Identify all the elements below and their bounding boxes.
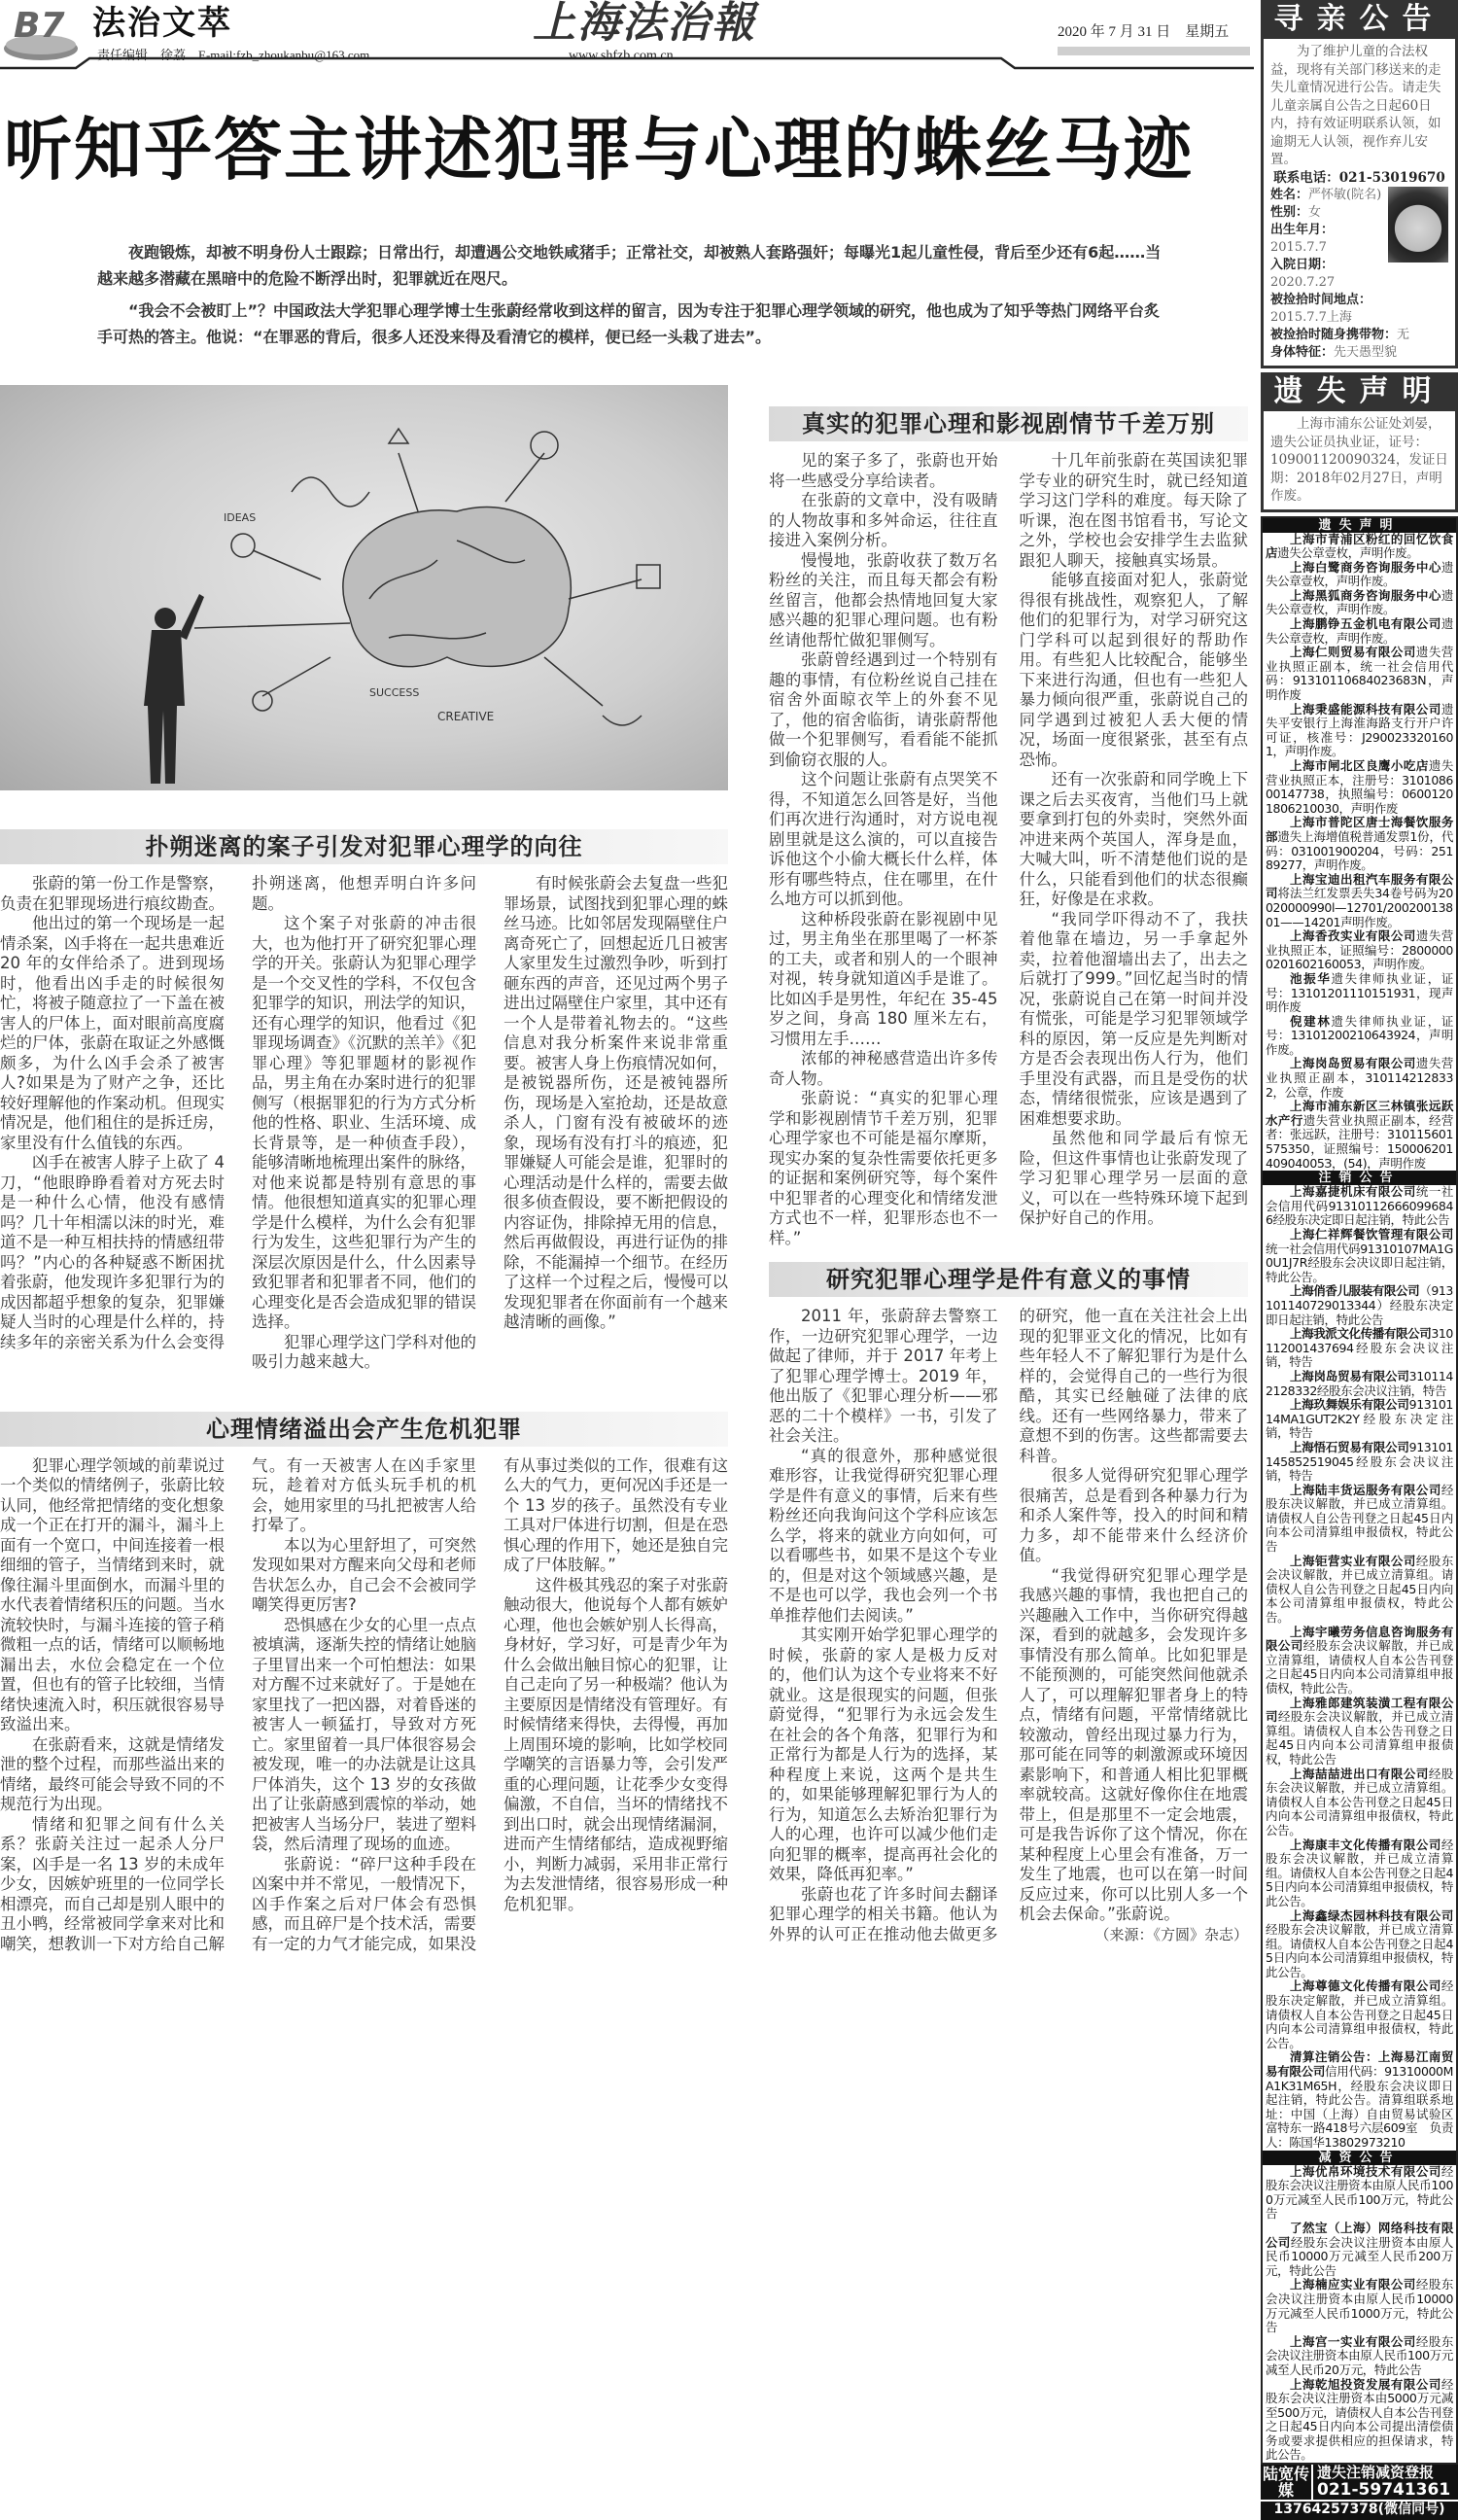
paragraph: 情绪和犯罪之间有什么关系？张蔚关注过一起杀人分尸案，凶手是一名 13 岁的未成年少女，因嫉妒班里的一位同学长相漂亮，而自己却是别人眼中的丑小鸭，经常被同学拿来对比和嘲笑，想教训一下对方给自己解气。有一天被害人在凶手家里玩，趁着对方低头玩手机的机会，她用家里的马扎把被害人给打晕了。 <box>0 1455 476 1953</box>
classified-item <box>1266 1057 1453 1100</box>
loss-notice <box>1261 372 1458 512</box>
classified-item <box>1266 1100 1453 1171</box>
paragraph: “真的很意外，那种感觉很难形容，让我觉得研究犯罪心理学是件有意义的事情，后来有些粉丝还向我询问这个学科应该怎么学，将来的就业方向如何，可以看哪些书，如果不是这个专业的，但是对这个领域感兴趣，是不是也可以学，我也会列一个书单推荐他们去阅读。” <box>769 1446 998 1625</box>
paragraph: 这种桥段张蔚在影视剧中见过，男主角坐在那里喝了一杯茶的工夫，或者和别人的一个眼神对视，转身就知道凶手是谁了。比如凶手是男性，年纪在 35-45 岁之间，身高 180 厘米左右，习惯用左手…… <box>769 909 998 1048</box>
photo-word: SUCCESS <box>369 686 420 699</box>
company-name: 上海香孜实业有限公司 <box>1290 928 1416 944</box>
paragraph: 在张蔚看来，这就是情绪发泄的整个过程，而那些溢出来的情绪，最终可能会导致不同的不规范行为出现。 <box>0 1734 225 1813</box>
notices-column <box>1261 0 1458 2520</box>
classified-item <box>1266 1015 1453 1058</box>
paragraph: 这个案子对张蔚的冲击很大，也为他打开了研究犯罪心理学的开关。张蔚认为犯罪心理学是一个交叉性的学科，不仅包含犯罪学的知识，刑法学的知识，还有心理学的知识，他看过《犯罪现场调查》《沉默的羔羊》《犯罪心理》等犯罪题材的影视作品，男主角在办案时进行的犯罪侧写（根据罪犯的行为方式分析他的性格、职业、生活环境、成长背景等，是一种侦查手段），能够清晰地梳理出案件的脉络，对他来说都是特别有意思的事情。他很想知道真实的犯罪心理学是什么模样，为什么会有犯罪行为发生，这些犯罪行为产生的深层次原因是什么，什么因素导致犯罪者和犯罪者不同，他们的心理变化是否会造成犯罪的错误选择。 <box>252 914 476 1331</box>
notice-text: （91310114072901З344）经股东决定即日起注销，特此公告 <box>1266 1283 1453 1327</box>
section-heading: 研究犯罪心理学是件有意义的事情 <box>769 1262 1248 1297</box>
company-name: 倪建林 <box>1290 1013 1332 1029</box>
issue-date: 2020 年 7 月 31 日 星期五 <box>1058 24 1230 40</box>
classified-item <box>1266 589 1453 617</box>
company-name: 上海悟石贸易有限公司 <box>1290 1439 1409 1454</box>
notice-text: 经股东会决议注册资本由原人民币10000万元减至人民币1000万元，特此公告 <box>1266 2277 1453 2335</box>
field-value: 先天愚型貌 <box>1334 345 1398 360</box>
company-name: 上海宇曦劳务信息咨询服务有限公司 <box>1266 1624 1453 1654</box>
notice-text: 遗失营业执照正副本，3101142128332，公章，作废 <box>1266 1056 1453 1100</box>
company-name: 上海雅郎建筑装潢工程有限公司 <box>1266 1695 1453 1725</box>
classified-item <box>1266 1697 1453 1768</box>
field-value: 2015.7.7 <box>1270 240 1327 255</box>
paragraph: 张蔚曾经遇到过一个特别有趣的事情，有位粉丝说自己挂在宿舍外面晾衣竿上的外套不见了，他的宿舍临街，请张蔚帮他做一个犯罪侧写，看看能不能抓到偷窃衣服的人。 <box>769 650 998 769</box>
paragraph: “我觉得研究犯罪心理学是我感兴趣的事情，我也把自己的兴趣融入工作中，当你研究得越深，看到的就越多，会发现许多事情没有那么简单。比如犯罪是不能预测的，可能突然间他就杀人了，可以理解犯罪者身上的特点，情绪有问题，平常情绪就比较激动，曾经出现过暴力行为，那可能在同等的刺激源或环境因素影响下，和普通人相比犯罪概率就较高。这就好像你住在地震带上，但是那里不一定会地震，可是我告诉你了这个情况，你在某种程度上心里会有准备，万一发生了地震，也可以在第一时间反应过来，你可以比别人多一个机会去保命。”张蔚说。 <box>1019 1565 1248 1923</box>
intro-lead <box>97 239 1166 350</box>
search-relatives-notice <box>1261 0 1458 368</box>
company-name: 上海陆丰货运服务有限公司 <box>1290 1482 1441 1497</box>
section-body <box>0 874 728 1373</box>
field-label: 身体特征： <box>1270 345 1335 360</box>
paragraph: 很多人觉得研究犯罪心理学很痛苦，总是看到各种暴力行为和杀人案件等，投入的时间和精力多，却不能带来什么经济价值。 <box>1019 1466 1248 1564</box>
intro-paragraph: 夜跑锻炼，却被不明身份人士跟踪；日常出行，却遭遇公交地铁咸猪手；正常社交，却被熟人套路强奸；每曝光1起儿童性侵，背后至少还有6起……当越来越多潜藏在黑暗中的危险不断浮出时，犯罪就近在咫尺。 <box>97 243 1162 288</box>
field-label: 被捡拾时随身携带物： <box>1270 328 1398 342</box>
classified-item <box>1266 1838 1453 1909</box>
classified-item <box>1266 2335 1453 2378</box>
paragraph: “我同学吓得动不了，我扶着他靠在墙边，另一手拿起外卖，拉着他溜墙出去了，出去之后就打了999。”回忆起当时的情况，张蔚说自己在第一时间并没有慌张，可能是学习犯罪领域学科的原因，第一反应是先判断对方是否会表现出伤人行为，他们手里没有武器，而且是受伤的状态，情绪很慌张，应该是遇到了困难想要求助。 <box>1019 909 1248 1128</box>
company-name: 上海钜营实业有限公司 <box>1290 1553 1416 1568</box>
field-label: 入院日期： <box>1270 258 1335 272</box>
notice-text: 310112001437694经股东会决议注销，特告 <box>1266 1326 1453 1370</box>
classified-item <box>1266 929 1453 972</box>
classified-notices <box>1261 516 1458 2466</box>
section-name: 法治文萃 <box>92 4 232 43</box>
notice-text: 遗失上海增值税普通发票1份，代码：031001900204，号码：25189277，声明作废。 <box>1266 828 1453 873</box>
section-body <box>0 1456 728 1955</box>
paragraph: 能够直接面对犯人，张蔚觉得很有挑战性，观察犯人，了解他们的犯罪行为，对学习研究这门学科可以起到很好的帮助作用。有些犯人比较配合，能够坐下来进行沟通，但也有一些犯人暴力倾向很严重，张蔚说自己的同学遇到过被犯人丢大便的情况，场面一度很紧张，甚至有点恐怖。 <box>1019 571 1248 769</box>
company-name: 上海我派文化传播有限公司 <box>1290 1326 1432 1342</box>
notice-text: 经股东会决议解散，并已成立清算组。请债权人自本公告刊登之日起45日内向本公司清算组申报债权，特此公告。 <box>1266 1837 1453 1908</box>
photo-word: CREATIVE <box>437 710 495 723</box>
child-photo <box>1388 187 1448 262</box>
company-name: 上海俏香儿服装有限公司 <box>1290 1283 1420 1299</box>
paragraph: 恐惧感在少女的心里一点点被填满，逐渐失控的情绪让她脑子里冒出来一个可怕想法：如果对方醒不过来就好了。于是她在家里找了一把凶器，对着昏迷的被害人一顿猛打，导致对方死亡。家里留着一具尸体很容易会被发现，唯一的办法就是让这具尸体消失，这个 13 岁的女孩做出了让张蔚感到震惊的举动，她把被害人当场分尸，装进了塑料袋，然后清理了现场的血迹。 <box>252 1615 476 1853</box>
paragraph: 本以为心里舒坦了，可突然发现如果对方醒来向父母和老师告状怎么办，自己会不会被同学嘲笑得更厉害? <box>252 1535 476 1614</box>
paragraph: 张蔚说：“真实的犯罪心理学和影视剧情节千差万别，犯罪心理学家也不可能是福尔摩斯，现实办案的复杂性需要依托更多的证据和案例研究等，每个案件中犯罪者的心理变化和情绪发泄方式也不一样，犯罪形态也不一样。” <box>769 1089 998 1247</box>
classified-item <box>1266 816 1453 872</box>
page-number: B7 <box>14 6 65 46</box>
paragraph: 这件极其残忍的案子对张蔚触动很大，他说每个人都有嫉妒心理，他也会嫉妒别人长得高，身材好，学习好，可是青少年为什么会做出触目惊心的犯罪，让自己走向了另一种极端？他认为主要原因是情绪没有管理好。有时候情绪来得快，去得慢，再加上周围环境的影响，比如学校同学嘲笑的言语暴力等，会引发严重的心理问题，让花季少女变得偏激，不自信，当坏的情绪找不到出口时，就会出现情绪漏洞，进而产生情绪郁结，造成视野缩小，判断力减弱，采用非正常行为去发泄情绪，很容易形成一种危机犯罪。 <box>503 1575 728 1913</box>
company-name: 池振华 <box>1290 970 1332 986</box>
notice-text: 遗失公章壹枚，声明作废。 <box>1277 545 1419 561</box>
classified-item <box>1266 617 1453 646</box>
company-name: 上海嘉捷机床有限公司 <box>1290 1184 1416 1200</box>
paragraph: 凶手在被害人脖子上砍了 4 刀，“他眼睁睁看着对方死去时是一种什么心情，他没有感情吗？几十年相濡以沫的时光，难道不是一种互相扶持的情感纽带吗？”内心的各种疑惑不断困扰着张蔚，他发现许多犯罪行为的成因都超乎想象的复杂，犯罪嫌疑人当时的心理是什么样的，持续多年的亲密关系为什么会变得扑朔迷离，他想弄明白许多问题。 <box>0 874 476 1351</box>
company-name: 上海市普陀区唐士海餐饮服务部 <box>1266 815 1453 844</box>
field-value: 女 <box>1308 205 1322 220</box>
notice-text: 信用代码：91310000MA1K31M65H，经股东会决议即日起注销，特此公告。清算组联系地址：中国（上海）自由贸易试验区富特东一路418号六层609室 负责人：陈国华13802973210 <box>1266 2064 1453 2150</box>
man-figure <box>144 594 204 784</box>
classified-item <box>1266 2050 1453 2150</box>
paragraph: 见的案子多了，张蔚也开始将一些感受分享给读者。 <box>769 451 998 490</box>
ad-brand: 陆宽传媒 <box>1261 2465 1313 2500</box>
newspaper-masthead: 上海法治報 <box>533 0 756 48</box>
classified-section-heading: 遗失声明 <box>1263 518 1456 533</box>
notice-body: 上海市浦东公证处刘晏，遗失公证员执业证，证号：109001120090324，发证日期：2018年02月27日，声明作废。 <box>1270 416 1448 504</box>
classified-item <box>1266 1398 1453 1441</box>
notice-text: 经股东会决议解散，并已成立清算组，请债权人自本公告刊登之日起45日内向本公司清算组申报债权，特此公告。 <box>1266 1638 1453 1696</box>
classified-item <box>1266 703 1453 759</box>
headline: 听知乎答主讲述犯罪与心理的蛛丝马迹 <box>4 110 1194 190</box>
field-label: 出生年月： <box>1270 223 1335 237</box>
paragraph: 慢慢地，张蔚收获了数万名粉丝的关注，而且每天都会有粉丝留言，他都会热情地回复大家感兴趣的犯罪心理问题。也有粉丝请他帮忙做犯罪侧写。 <box>769 550 998 649</box>
classified-item <box>1266 972 1453 1015</box>
phone-label: 联系电话： <box>1273 169 1339 186</box>
notice-text: 遗失平安银行上海淮海路支行开户许可证，核准号：J2900233201601，声明作废。 <box>1266 701 1453 759</box>
company-name: 上海乾旭投资发展有限公司 <box>1290 2376 1441 2392</box>
company-name: 上海鑫绿杰园林科技有限公司 <box>1290 1908 1453 1923</box>
notice-text: 统一社会信用代码913101126660996846经股东决定即日起注销，特此公告 <box>1266 1184 1453 1228</box>
classified-item <box>1266 759 1453 816</box>
field-label: 姓名： <box>1270 188 1309 202</box>
field-value: 2015.7.7上海 <box>1270 310 1352 325</box>
paragraph: 这个问题让张蔚有点哭笑不得，不知道怎么回答是好，当他们再次进行沟通时，对方说电视剧里就是这么演的，可以直接告诉他这个小偷大概长什么样，体形有哪些特点，住在哪里，在什么地方可以抓到他。 <box>769 770 998 908</box>
notice-title: 遗失声明 <box>1261 372 1458 411</box>
classified-item <box>1266 1185 1453 1228</box>
classified-item <box>1266 1327 1453 1370</box>
notice-text: 经股东会决议解散，并已成立清算组。请债权人自公告刊登之日起45日内向本公司清算组申报债权，特此公告。 <box>1266 1553 1453 1626</box>
company-name: 上海楠应实业有限公司 <box>1290 2277 1416 2292</box>
notice-text: 经股东会决议解散，并已成立清算组。请债权人自本公告刊登之日起45日内向本公司清算组申报债权，特此公告。 <box>1266 1922 1453 1979</box>
classified-section-heading: 减资公告 <box>1263 2151 1456 2165</box>
paragraph: 有时候张蔚会去复盘一些犯罪场景，试图找到犯罪心理的蛛丝马迹。比如邻居发现隔壁住户离奇死亡了，回想起近几日被害人家里发生过激烈争吵，听到打砸东西的声音，还见过两个男子进出过隔壁住户家里，其中还有一个人是带着礼物去的。“这些信息对我分析案件来说非常重要。被害人身上伤痕情况如何，是被锐器所伤，还是被钝器所伤，现场是入室抢劫，还是故意杀人，门窗有没有被破坏的迹象，现场有没有打斗的痕迹，犯罪嫌疑人可能会是谁，犯罪时的心理活动是什么样的，需要去做很多侦查假设，要不断把假设的内容证伪，排除掉无用的信息，然后再做假设，再进行证伪的排除，不能漏掉一个细节。在经历了这样一个过程之后，慢慢可以发现犯罪者在你面前有一个越来越清晰的画像。” <box>503 874 728 1331</box>
classified-item <box>1266 1370 1453 1398</box>
man-drawing-brain-illustration <box>0 385 728 790</box>
ad-mobile: 13764257378(微信同号) <box>1273 2502 1445 2518</box>
paragraph: 张蔚说：“碎尸这种手段在凶案中并不常见，一般情况下，凶手作案之后对尸体会有恐惧感，而且碎尸是个技术活，需要有一定的力气才能完成，如果没有从事过类似的工作，很难有这么大的气力，更何况凶手还是一个 13 岁的孩子。虽然没有专业工具对尸体进行切割，但是在恐惧心理的作用下，她还是独自完成了尸体肢解。” <box>252 1455 728 1953</box>
classified-item <box>1266 533 1453 561</box>
notice-text: 经股东会决议注册资本由5000万元减至500万元，请债权人自本公告刊登之日起45日内向本公司提出清偿债务或要求提供相应的担保请求，特此公告。 <box>1266 2376 1453 2463</box>
notice-text: 遗失公章壹枚，声明作废。 <box>1266 616 1453 646</box>
company-name: 上海市闸北区良鹰小吃店 <box>1290 758 1429 773</box>
paragraph: 犯罪心理学领域的前辈说过一个类似的情绪例子，张蔚比较认同，他经常把情绪的变化想象成一个正在打开的漏斗，漏斗上面有一个宽口，中间连接着一根细细的管子，当情绪到来时，就像往漏斗里面倒水，而漏斗里的水代表着情绪积压的问题。当水流较快时，与漏斗连接的管子稍微粗一点的话，情绪可以顺畅地漏出去，水位会稳定在一个位置，但也有的管子比较细，当情绪快速流入时，积压就很容易导致溢出来。 <box>0 1455 225 1733</box>
paragraph: 还有一次张蔚和同学晚上下课之后去买夜宵，当他们马上就要拿到打包的外卖时，突然外面冲进来两个英国人，浑身是血，大喊大叫，听不清楚他们说的是什么，只能看到他们的状态很癫狂，好像是在求救。 <box>1019 770 1248 908</box>
notice-text: 统一社会信用代码91310107MA1G0U1J7R经股东会决议即日起注销，特此公告。 <box>1266 1241 1453 1284</box>
paragraph: 在张蔚的文章中，没有吸睛的人物故事和多舛命运，往往直接进入案例分析。 <box>769 491 998 549</box>
classified-item <box>1266 2165 1453 2222</box>
notice-text: 91310114MA1GUT2K2Y经股东决定注销，特告 <box>1266 1397 1453 1441</box>
company-name: 上海优帛环境技术有限公司 <box>1290 2163 1441 2179</box>
classified-item <box>1266 2222 1453 2278</box>
company-name: 上海市浦东新区三林镇张远跃水产行 <box>1266 1099 1453 1128</box>
header-rule <box>0 56 1254 70</box>
company-name: 上海白鹭商务咨询服务中心 <box>1290 559 1441 575</box>
classified-item <box>1266 2278 1453 2334</box>
notice-text: 遗失营业执照正副本，经营者：张远跃，注册号：310115601575350，证照编号：15000620140904005З，(54)，声明作废 <box>1266 1112 1453 1171</box>
notice-text: 经股东会决议解散，并已成立清算组。请债权人自本公告刊登之日起45日内向本公司清算组申报债权，特此公告 <box>1266 1709 1453 1767</box>
company-name: 上海秉盛能源科技有限公司 <box>1290 701 1441 717</box>
company-name: 上海仁则贸易有限公司 <box>1290 645 1416 660</box>
company-name: 上海宝迪出租汽车服务有限公司 <box>1266 871 1453 901</box>
paragraph: 虽然他和同学最后有惊无险，但这件事情也让张蔚发现了学习犯罪心理学另一层面的意义，可以在一些特殊环境下起到保护好自己的作用。 <box>1019 1129 1248 1227</box>
paragraph: 2011 年，张蔚辞去警察工作，一边研究犯罪心理学，一边做起了律师，并于 2017 年考上了犯罪心理学博士。2019 年，他出版了《犯罪心理分析——邪恶的二十个模样》一书，引发了社会关注。 <box>769 1307 998 1445</box>
left-article-area <box>0 385 728 1954</box>
article-source: （来源：《方圆》杂志） <box>1094 1925 1248 1943</box>
section-heading: 心理情绪溢出会产生危机犯罪 <box>0 1412 728 1447</box>
company-name: 上海尊德文化传播有限公司 <box>1290 1978 1441 1994</box>
child-info <box>1270 187 1448 362</box>
notice-text: 遗失营业执照正本，注册号：310108600147738，执照编号：06001201806210030，声明作废 <box>1266 758 1453 816</box>
paragraph: 十几年前张蔚在英国读犯罪学专业的研究生时，就已经知道学习这门学科的难度。每天除了听课，泡在图书馆看书，写论文之外，学校也会安排学生去监狱跟犯人聊天，接触真实场景。 <box>1019 451 1248 570</box>
notice-text: 经股东会决议注册资本由原人民币10000万元减至人民币200万元，特此公告 <box>1266 2234 1453 2278</box>
classified-item <box>1266 1979 1453 2050</box>
classified-section-heading: 注销公告 <box>1263 1171 1456 1185</box>
paragraph: 犯罪心理学这门学科对他的吸引力越来越大。 <box>252 1332 476 1371</box>
classified-item <box>1266 1484 1453 1555</box>
contact-phone <box>1270 169 1448 188</box>
classified-item <box>1266 1228 1453 1284</box>
field-label: 性别： <box>1270 205 1309 220</box>
notice-text: 经股东决议解散，并已成立清算组。请债权人自公告刊登之日起45日内向本公司清算组申报债权，特此公告 <box>1266 1482 1453 1555</box>
date-bar <box>1058 47 1250 55</box>
notice-text: 遗失公章壹枚，声明作废。 <box>1266 559 1453 589</box>
section-heading: 真实的犯罪心理和影视剧情节千差万别 <box>769 406 1248 441</box>
field-value: 无 <box>1397 328 1410 342</box>
classified-item <box>1266 2378 1453 2464</box>
photo-word: IDEAS <box>224 511 257 524</box>
notice-text: 遗失律师执业证，证号：13101201110151931，现声明作废 <box>1266 970 1453 1015</box>
ad-phone: 021-59741361 <box>1317 2480 1451 2501</box>
editor-line: 责任编辑 徐荔 E-mail:fzb_zhoukanbu@163.com <box>97 48 370 62</box>
website: www.shfzb.com.cn <box>569 49 674 63</box>
paragraph: 张蔚也花了许多时间去翻译犯罪心理学的相关书籍。他认为外界的认可正在推动他去做更多的研究，他一直在关注社会上出现的犯罪亚文化的情况，比如有些年轻人不了解犯罪行为是什么样的，会觉得自己的一些行为很酷，其实已经触碰了法律的底线。还有一些网络暴力，带来了意想不到的伤害。这些都需要去科普。 <box>769 1307 1248 1943</box>
company-name: 上海岗岛贸易有限公司 <box>1290 1056 1416 1071</box>
notice-text: 遗失公章壹枚，声明作废。 <box>1266 587 1453 617</box>
section-heading: 扑朔迷离的案子引发对犯罪心理学的向往 <box>0 829 728 864</box>
section-body <box>769 1307 1248 1944</box>
notice-text: 经股东会决议注册资本由原人民币100万元减至人民币20万元，特此公告 <box>1266 2333 1453 2377</box>
classified-item <box>1266 1626 1453 1697</box>
field-value: 严怀敏(院名) <box>1308 188 1382 202</box>
notice-text: 遗失营业执照正本，证照编号：28000000201602160053，声明作废。 <box>1266 928 1453 972</box>
classified-item <box>1266 646 1453 702</box>
intro-paragraph: “我会不会被盯上”？中国政法大学犯罪心理学博士生张蔚经常收到这样的留言，因为专注于犯罪心理学领域的研究，他也成为了知乎等热门网络平台炙手可热的答主。他说：“在罪恶的背后，很多人还没来得及看清它的模样，便已经一头栽了进去”。 <box>97 301 1161 346</box>
field-label: 被捡拾时间地点： <box>1270 293 1372 307</box>
classified-item <box>1266 1555 1453 1626</box>
classified-item <box>1266 561 1453 589</box>
company-name: 上海市青浦区粉红的回忆饮食店 <box>1266 531 1453 561</box>
classified-item <box>1266 1284 1453 1327</box>
paragraph: 其实刚开始学犯罪心理学的时候，张蔚的家人是极力反对的，他们认为这个专业将来不好就业。这是很现实的问题，但张蔚觉得，“犯罪行为永远会发生在社会的各个角落，犯罪行为和正常行为都是人行为的选择，某种程度上来说，这两个是共生的，如果能够理解犯罪行为人的行为，知道怎么去矫治犯罪行为人的心理，也许可以减少他们走向犯罪的概率，提高再社会化的效果，降低再犯率。” <box>769 1626 998 1883</box>
paragraph: 浓郁的神秘感营造出许多传奇人物。 <box>769 1049 998 1088</box>
notice-text: 经股东会决议解散，并已成立清算组。请债权人自本公告刊登之日起45日内向本公司清算组申报债权，特此公告。 <box>1266 1766 1453 1838</box>
notice-text: 3101142128332经股东会决议注销，特告 <box>1266 1368 1453 1398</box>
notice-title: 寻亲公告 <box>1261 0 1458 39</box>
paragraph: 他出过的第一个现场是一起情杀案，凶手将在一起共患难近 20 年的女伴给杀了。进到现场时，他看出凶手走的时候很匆忙，将被子随意拉了一下盖在被害人的尸体上，面对眼前高度腐烂的尸体，张蔚在取证之外感慨颇多，为什么凶手会杀了被害人?如果是为了财产之争，还比较好理解他的作案动机。但现实情况是，他们租住的是拆迁房，家里没有什么值钱的东西。 <box>0 914 225 1152</box>
company-name: 上海岗岛贸易有限公司 <box>1290 1368 1409 1383</box>
page-number-badge <box>2 6 87 62</box>
article-photo <box>0 385 728 790</box>
classified-item <box>1266 873 1453 929</box>
company-name: 上海康丰文化传播有限公司 <box>1290 1837 1441 1852</box>
company-name: 了然宝（上海）网络科技有限公司 <box>1266 2220 1453 2250</box>
notice-text: 913101145852519045经股东会决议注销，特告 <box>1266 1439 1453 1484</box>
company-name: 清算注销公告：上海易江南贸易有限公司 <box>1266 2049 1453 2080</box>
notice-text: 遗失营业执照正副本，统一社会信用代码：91310110684023683N，声明作废 <box>1266 645 1453 703</box>
notice-body: 为了维护儿童的合法权益，现将有关部门移送来的走失儿童情况进行公告。请走失儿童亲属自公告之日起60日内，持有效证明联系认领，如逾期无人认领，视作弃儿安置。 <box>1270 44 1441 167</box>
field-value: 2020.7.27 <box>1270 275 1336 290</box>
ad-service: 遗失注销减资登报 <box>1317 2464 1435 2482</box>
advertisement <box>1261 2465 1458 2520</box>
notice-text: 经股东会决议注册资本由原人民币1000万元减至人民币100万元，特此公告 <box>1266 2163 1453 2222</box>
classified-item <box>1266 1909 1453 1980</box>
company-name: 上海黑狐商务咨询服务中心 <box>1290 587 1441 603</box>
classified-item <box>1266 1768 1453 1838</box>
company-name: 上海喆喆进出口有限公司 <box>1290 1766 1429 1781</box>
company-name: 上海宫一实业有限公司 <box>1290 2333 1416 2349</box>
classified-item <box>1266 1441 1453 1484</box>
company-name: 上海仁祥辉餐饮管理有限公司 <box>1290 1227 1453 1242</box>
phone-number: 021-53019670 <box>1338 169 1445 186</box>
paragraph: 张蔚的第一份工作是警察，负责在犯罪现场进行痕纹勘查。 <box>0 874 225 913</box>
notice-text: 遗失律师执业证，证号：13101200210643924，声明作废。 <box>1266 1013 1453 1057</box>
section-body <box>769 451 1248 1248</box>
company-name: 上海鹏铮五金机电有限公司 <box>1290 616 1441 632</box>
notice-text: 将法兰红发票丢失34卷号码为20020000990l—12701/20020013801——14201声明作废。 <box>1266 886 1453 929</box>
company-name: 上海玖舞娱乐有限公司 <box>1290 1397 1409 1413</box>
notice-text: 经股东决定解散，并已成立清算组。请债权人自本公告刊登之日起45日内向本公司清算组申报债权，特此公告。 <box>1266 1978 1453 2050</box>
right-article-area <box>769 406 1248 1944</box>
